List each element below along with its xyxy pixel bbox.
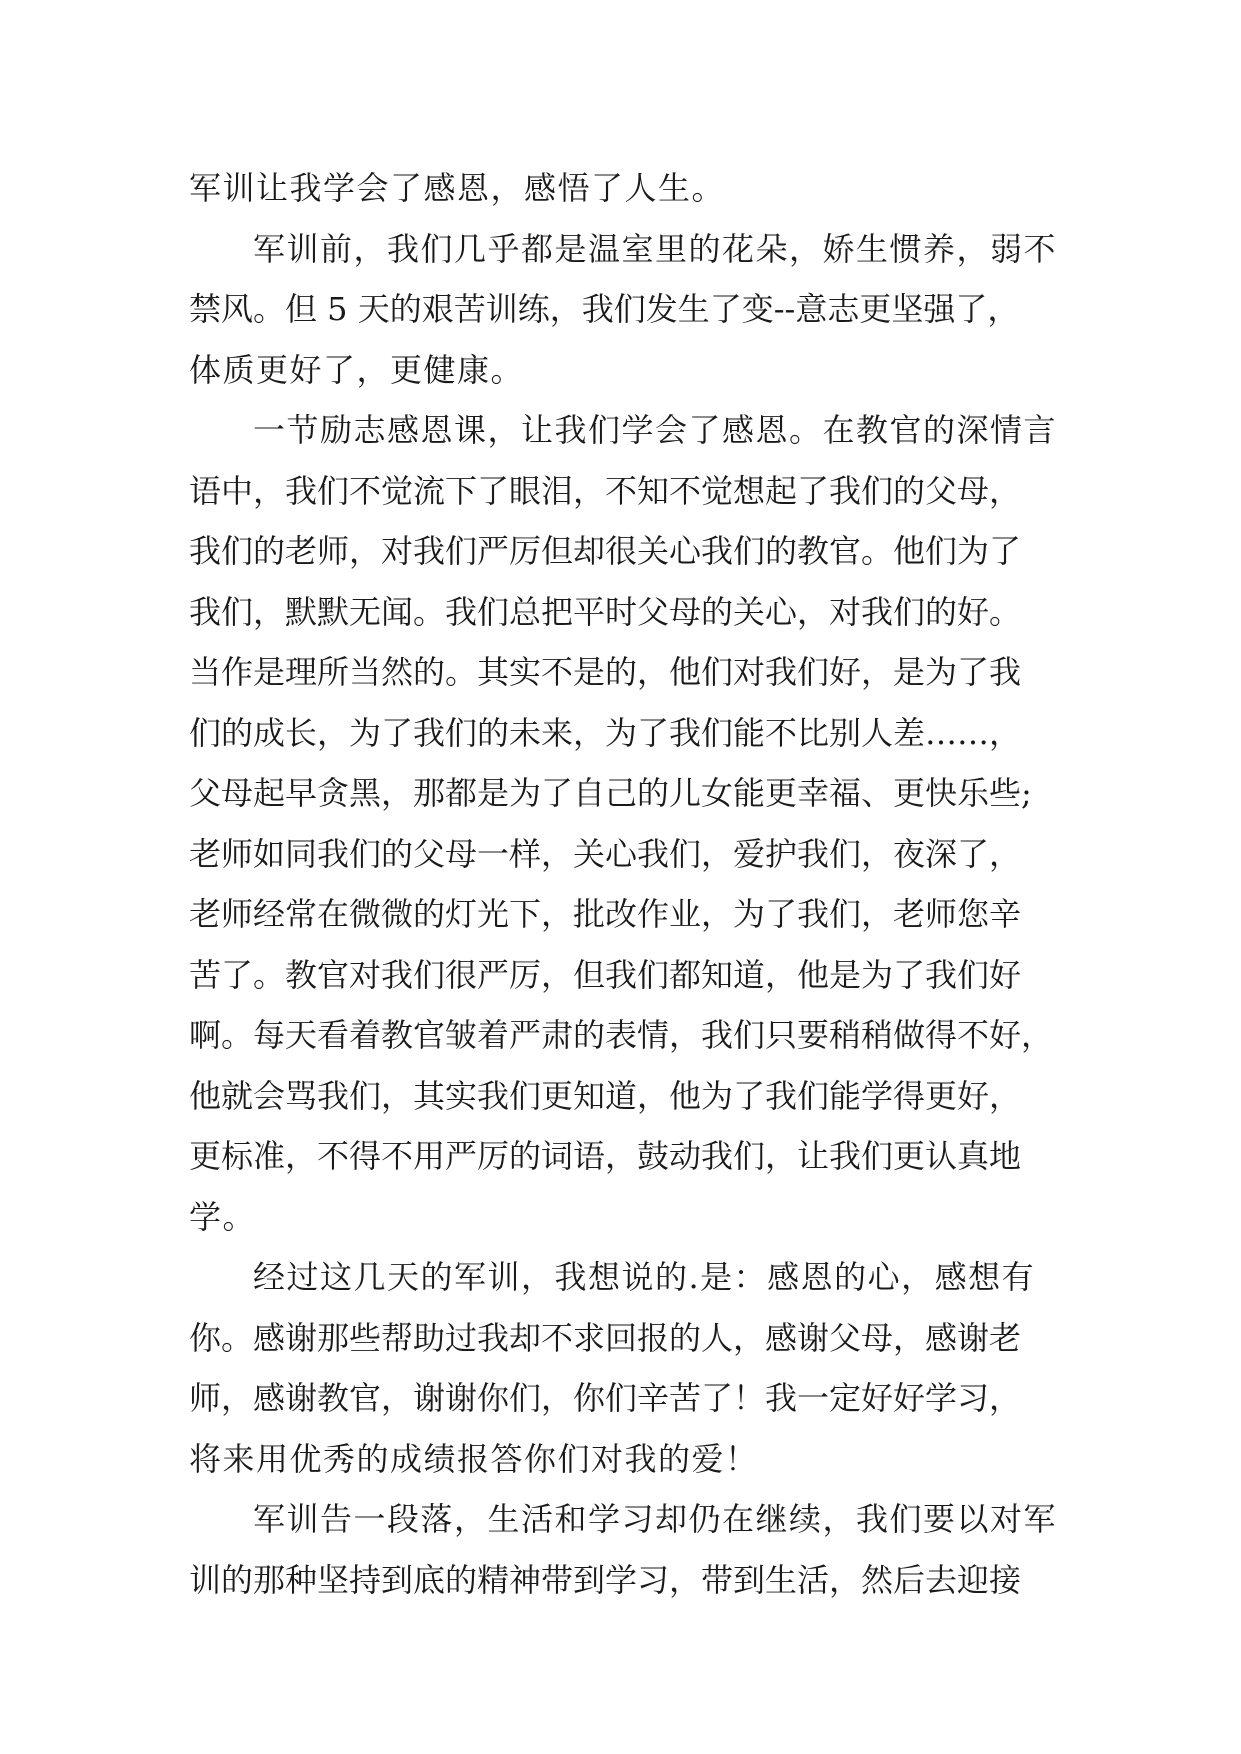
text-line: 训的那种坚持到底的精神带到学习，带到生活，然后去迎接 bbox=[189, 1560, 1022, 1599]
text-line: 我们，默默无闻。我们总把平时父母的关心，对我们的好。 bbox=[189, 592, 1022, 631]
text-line: 我们的老师，对我们严厉但却很关心我们的教官。他们为了 bbox=[189, 532, 1022, 570]
document-body bbox=[189, 158, 1059, 1610]
text-line: 啊。每天看着教官皱着严肃的表情，我们只要稍稍做得不好， bbox=[189, 1016, 1054, 1054]
text-line: 禁风。但 5 天的艰苦训练，我们发生了变--意志更坚强了， bbox=[189, 290, 1020, 328]
paragraph-first-line: 军训告一段落，生活和学习却仍在继续，我们要以对军 bbox=[253, 1500, 1058, 1538]
paragraph-first-line: 一节励志感恩课，让我们学会了感恩。在教官的深情言 bbox=[253, 411, 1058, 449]
paragraph-first-line: 经过这几天的军训，我想说的.是：感恩的心，感想有 bbox=[253, 1258, 1036, 1296]
text-line: 老师如同我们的父母一样，关心我们，爱护我们，夜深了， bbox=[189, 834, 1022, 873]
text-line: 他就会骂我们，其实我们更知道，他为了我们能学得更好， bbox=[189, 1076, 1022, 1115]
text-line: 体质更好了，更健康。 bbox=[189, 350, 525, 389]
text-line: 你。感谢那些帮助过我却不求回报的人，感谢父母，感谢老 bbox=[189, 1318, 1022, 1357]
text-line: 学。 bbox=[189, 1197, 257, 1236]
text-line: 苦了。教官对我们很严厉，但我们都知道，他是为了我们好 bbox=[189, 955, 1022, 994]
text-line: 父母起早贪黑，那都是为了自己的儿女能更幸福、更快乐些; bbox=[189, 774, 1032, 812]
text-line: 师，感谢教官，谢谢你们，你们辛苦了！我一定好好学习， bbox=[189, 1379, 1022, 1417]
text-line: 将来用优秀的成绩报答你们对我的爱！ bbox=[189, 1439, 759, 1478]
paragraph-first-line: 军训前，我们几乎都是温室里的花朵，娇生惯养，弱不 bbox=[253, 229, 1058, 268]
text-line: 老师经常在微微的灯光下，批改作业，为了我们，老师您辛 bbox=[189, 895, 1022, 933]
text-line: 军训让我学会了感恩，感悟了人生。 bbox=[189, 169, 726, 207]
text-line: 更标准，不得不用严厉的词语，鼓动我们，让我们更认真地 bbox=[189, 1137, 1022, 1175]
text-line: 当作是理所当然的。其实不是的，他们对我们好，是为了我 bbox=[189, 653, 1022, 691]
text-line: 语中，我们不觉流下了眼泪，不知不觉想起了我们的父母， bbox=[189, 471, 1022, 510]
text-line: 们的成长，为了我们的未来，为了我们能不比别人差……， bbox=[189, 713, 1022, 752]
